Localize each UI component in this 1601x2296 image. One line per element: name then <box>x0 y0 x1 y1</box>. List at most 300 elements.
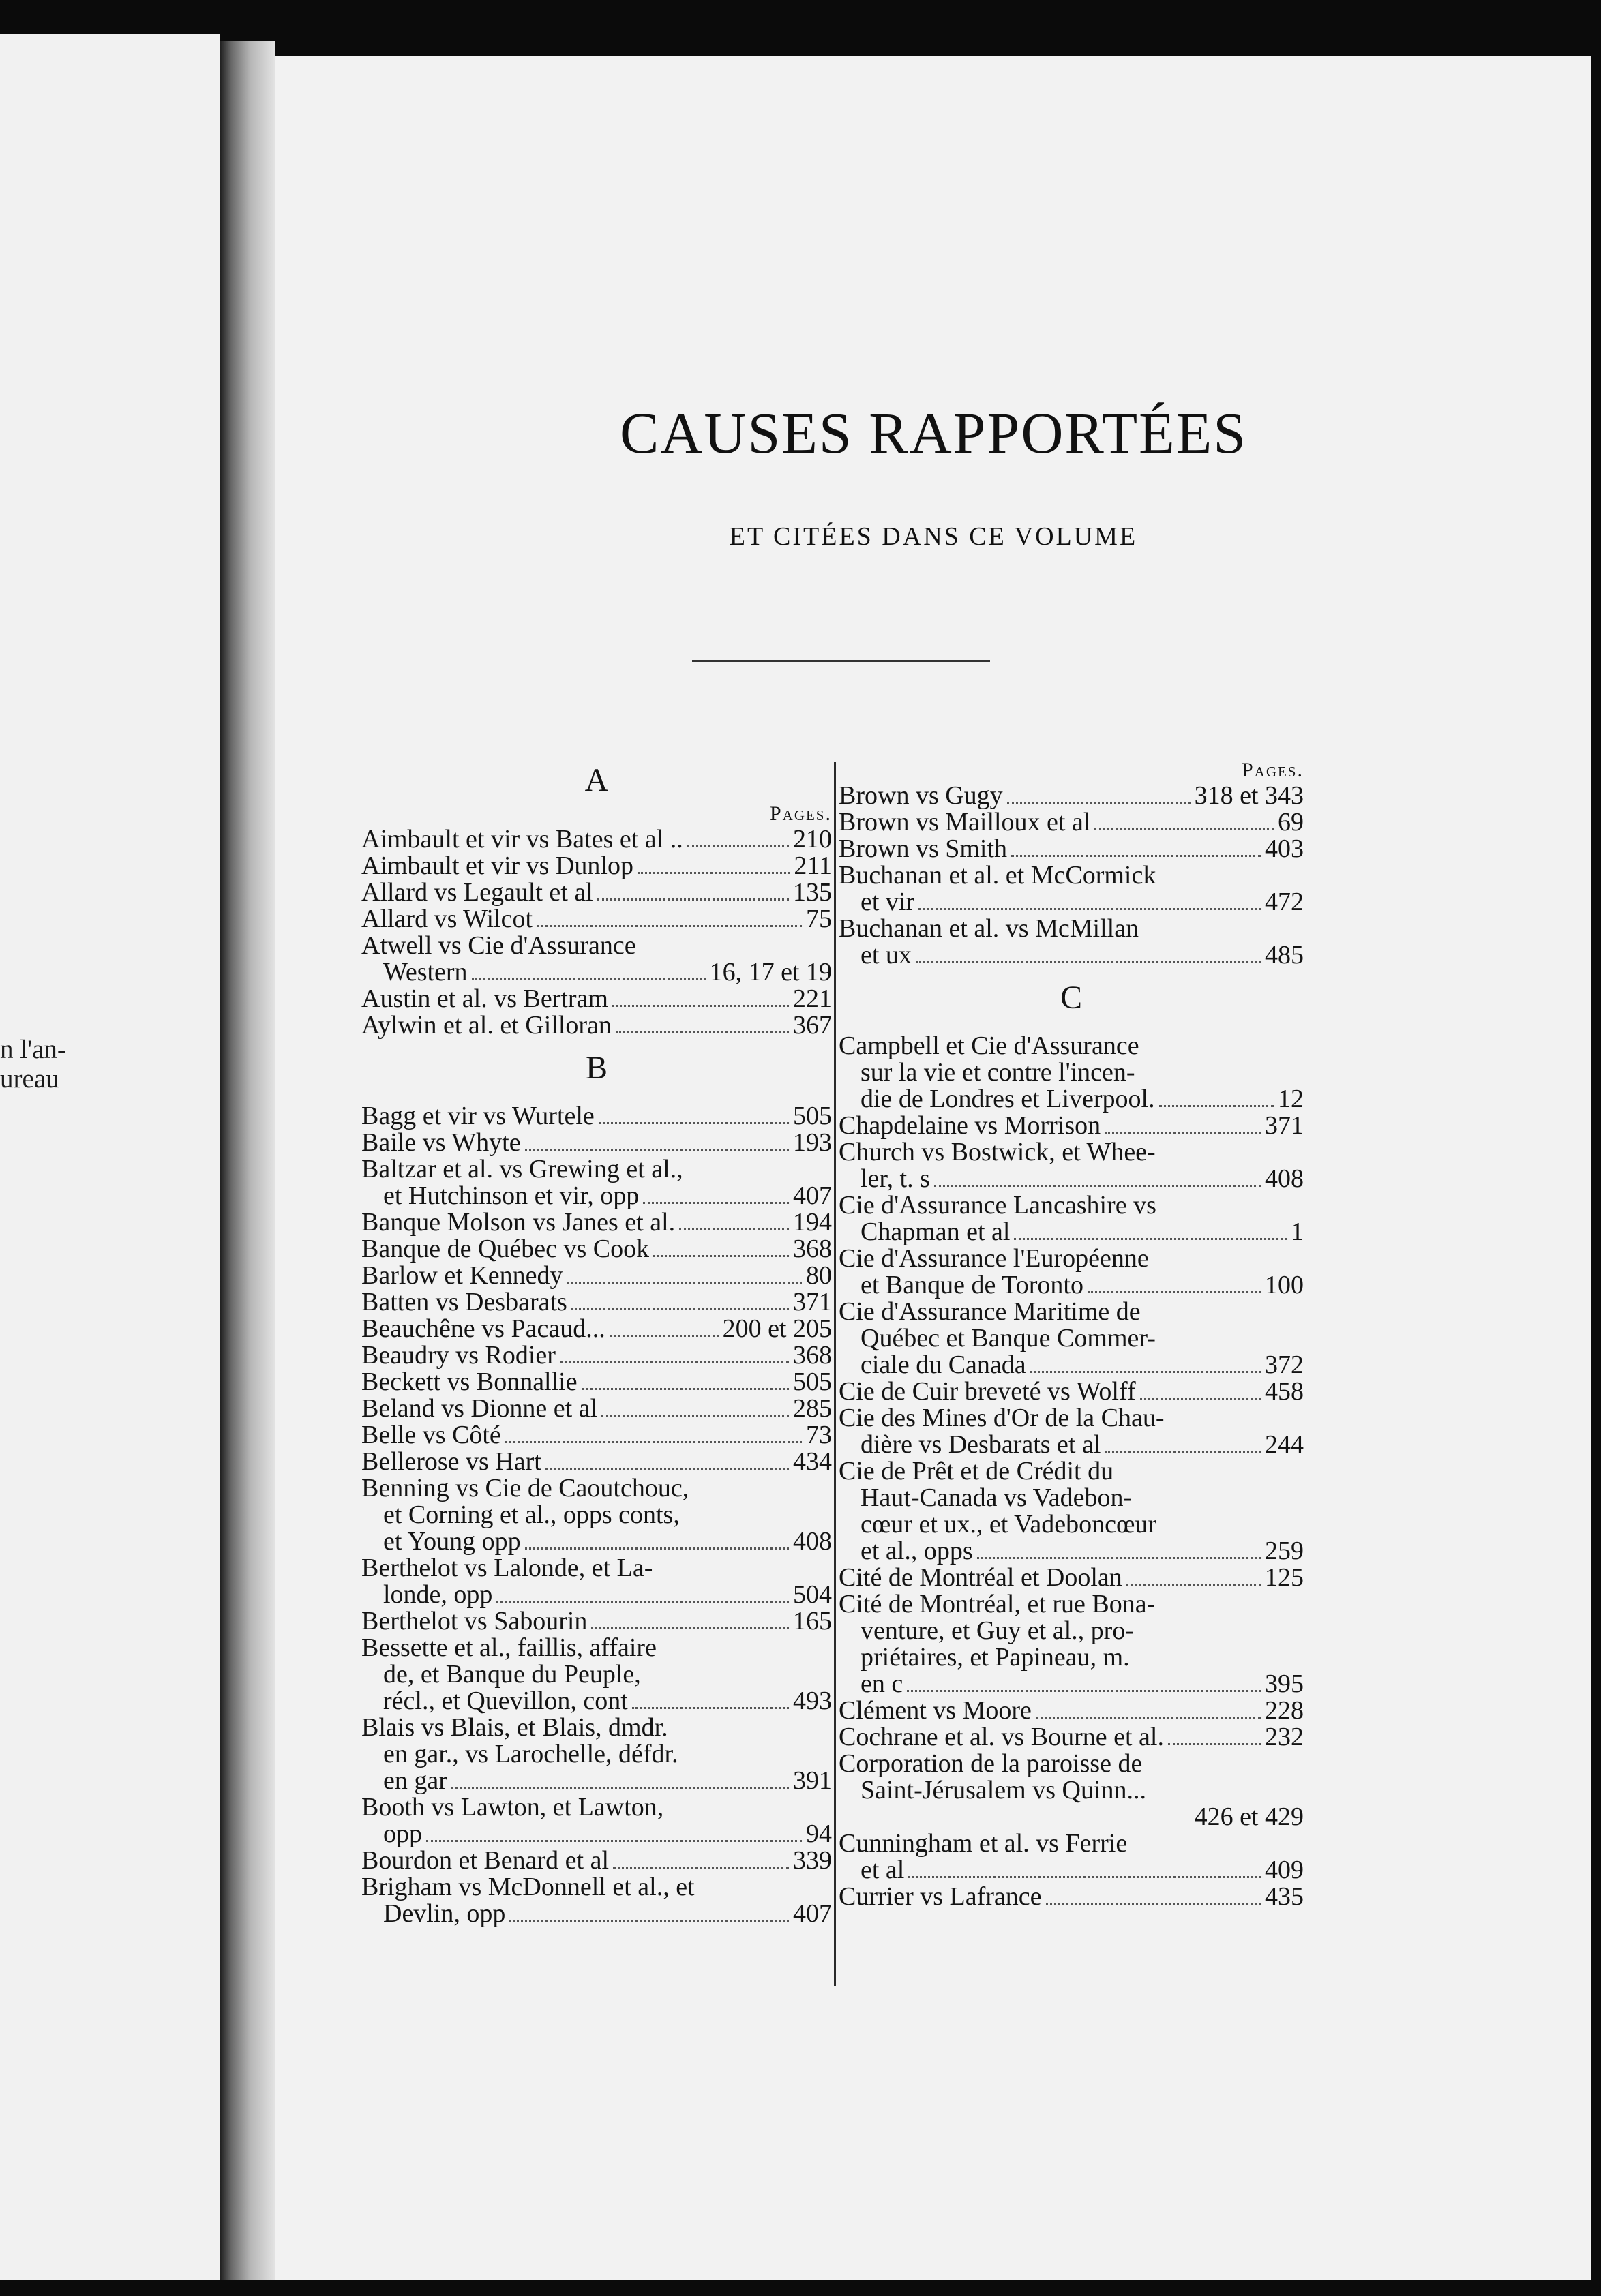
entry-page: 371 <box>1265 1111 1304 1140</box>
entry-page: 368 <box>793 1235 832 1263</box>
index-column-right <box>839 758 1304 1910</box>
entry-line <box>361 1768 832 1794</box>
entry-line <box>839 1458 1304 1485</box>
index-entry <box>839 1751 1304 1830</box>
entry-text: Brigham vs McDonnell et al., et <box>361 1874 695 1901</box>
entry-text: Church vs Bostwick, et Whee- <box>839 1139 1156 1166</box>
section-letter-c: C <box>1060 980 1082 1016</box>
entry-text: ciale du Canada <box>861 1352 1026 1378</box>
entry-text: Buchanan et al. et McCormick <box>839 862 1156 889</box>
entry-text: ler, t. s <box>861 1166 930 1192</box>
entry-page: 200 et 205 <box>722 1314 832 1343</box>
dot-leader <box>599 1122 789 1124</box>
dot-leader <box>509 1920 789 1922</box>
entry-text: en gar., vs Larochelle, défdr. <box>383 1741 678 1768</box>
entry-line <box>361 1449 832 1475</box>
entry-text: Haut-Canada vs Vadebon- <box>861 1485 1133 1511</box>
entry-text: Bourdon et Benard et al <box>361 1847 610 1874</box>
index-entry <box>839 1565 1304 1591</box>
entry-page: 12 <box>1278 1085 1304 1113</box>
entry-text: Aimbault et vir vs Dunlop <box>361 853 633 879</box>
entry-text: cœur et ux., et Vadeboncœur <box>861 1511 1157 1538</box>
dot-leader <box>643 1202 789 1204</box>
entry-page: 244 <box>1265 1430 1304 1459</box>
entry-text: die de Londres et Liverpool. <box>861 1086 1155 1113</box>
entry-page: 165 <box>793 1607 832 1635</box>
entry-text: Aylwin et al. et Gilloran <box>361 1012 612 1039</box>
entry-text: londe, opp <box>383 1582 493 1608</box>
entry-page: 434 <box>793 1447 832 1476</box>
index-entry <box>839 1113 1304 1139</box>
dot-leader <box>1046 1903 1261 1905</box>
entry-page: 407 <box>793 1899 832 1928</box>
dot-leader <box>918 908 1261 910</box>
entry-page: 73 <box>806 1421 832 1449</box>
entry-page: 408 <box>1265 1164 1304 1193</box>
entry-line <box>361 1263 832 1289</box>
index-entry <box>361 1475 832 1555</box>
index-entry <box>361 1263 832 1289</box>
entry-text: Chapdelaine vs Morrison <box>839 1113 1101 1139</box>
entry-line <box>839 1618 1304 1644</box>
entry-line <box>839 1325 1304 1352</box>
dot-leader <box>1011 855 1261 857</box>
section-letter-b: B <box>585 1050 608 1086</box>
entry-line <box>361 1528 832 1555</box>
entry-line <box>839 1591 1304 1618</box>
dot-leader <box>679 1228 789 1230</box>
entry-line <box>839 1352 1304 1378</box>
index-entry <box>361 1369 832 1395</box>
entry-text: Devlin, opp <box>383 1901 506 1927</box>
entry-text: Barlow et Kennedy <box>361 1263 563 1289</box>
entry-text: Aimbault et vir vs Bates et al .. <box>361 826 683 853</box>
entry-page: 100 <box>1265 1271 1304 1299</box>
entry-page: 194 <box>793 1208 832 1237</box>
index-entry <box>361 853 832 879</box>
entry-line <box>361 1555 832 1582</box>
entry-line <box>361 1741 832 1768</box>
index-entry <box>839 836 1304 862</box>
dot-leader <box>977 1557 1261 1559</box>
entry-line <box>839 1113 1304 1139</box>
index-entry <box>361 906 832 933</box>
dot-leader <box>525 1149 789 1151</box>
entry-line <box>361 1209 832 1236</box>
entry-line <box>361 1715 832 1741</box>
entry-text: Baltzar et al. vs Grewing et al., <box>361 1156 683 1183</box>
entry-line <box>361 1821 832 1847</box>
dot-leader <box>1168 1743 1261 1745</box>
entry-text: Benning vs Cie de Caoutchouc, <box>361 1475 689 1502</box>
entry-text: Buchanan et al. vs McMillan <box>839 916 1139 942</box>
entry-text: en c <box>861 1671 903 1697</box>
dot-leader <box>1030 1371 1261 1373</box>
entry-line <box>839 1245 1304 1272</box>
entry-text: Belle vs Côté <box>361 1422 501 1449</box>
entry-page: 435 <box>1265 1882 1304 1911</box>
entry-page: 504 <box>793 1580 832 1609</box>
entry-text: en gar <box>383 1768 447 1794</box>
section-c-entries <box>839 1033 1304 1910</box>
index-entry <box>361 1715 832 1794</box>
entry-line <box>839 1697 1304 1724</box>
index-entry <box>361 1130 832 1156</box>
entry-line <box>361 1156 832 1183</box>
entry-page: 285 <box>793 1394 832 1423</box>
entry-line <box>361 1103 832 1130</box>
entry-text: Booth vs Lawton, et Lawton, <box>361 1794 664 1821</box>
entry-text: et Banque de Toronto <box>861 1272 1083 1299</box>
index-entry <box>839 1458 1304 1565</box>
entry-line <box>839 942 1304 969</box>
dot-leader <box>525 1547 789 1550</box>
entry-page: 125 <box>1265 1563 1304 1592</box>
entry-line <box>361 1661 832 1688</box>
entry-line <box>839 1192 1304 1219</box>
entry-line <box>839 1059 1304 1086</box>
index-entry <box>361 1874 832 1927</box>
entry-text: Cie de Prêt et de Crédit du <box>839 1458 1114 1485</box>
entry-text: Blais vs Blais, et Blais, dmdr. <box>361 1715 668 1741</box>
entry-line <box>361 1502 832 1528</box>
entry-line <box>361 826 832 853</box>
entry-text: Western <box>383 959 468 986</box>
entry-page: 458 <box>1265 1377 1304 1406</box>
dot-leader <box>1014 1238 1287 1240</box>
entry-page: 372 <box>1265 1350 1304 1379</box>
index-entry <box>361 1847 832 1874</box>
entry-text: Corporation de la paroisse de <box>839 1751 1143 1777</box>
index-entry <box>839 1697 1304 1724</box>
entry-line <box>839 809 1304 836</box>
entry-page: 493 <box>793 1687 832 1715</box>
entry-text: Austin et al. vs Bertram <box>361 986 608 1012</box>
index-entry <box>839 1405 1304 1458</box>
index-entry <box>839 783 1304 809</box>
index-entry <box>361 879 832 906</box>
entry-text: et al <box>861 1857 905 1884</box>
entry-text: Clément vs Moore <box>839 1697 1032 1724</box>
entry-page: 485 <box>1265 941 1304 969</box>
entry-text: Baile vs Whyte <box>361 1130 521 1156</box>
entry-text: opp <box>383 1821 422 1847</box>
entry-text: Campbell et Cie d'Assurance <box>839 1033 1139 1059</box>
entry-line <box>839 1884 1304 1910</box>
index-entry <box>361 933 832 986</box>
dot-leader <box>616 1031 789 1033</box>
entry-line <box>361 1635 832 1661</box>
entry-page: 69 <box>1278 808 1304 836</box>
entry-line <box>839 1405 1304 1432</box>
dot-leader <box>1140 1398 1261 1400</box>
index-entry <box>361 1156 832 1209</box>
dot-leader <box>567 1282 802 1284</box>
section-b-cont-entries <box>839 783 1304 969</box>
entry-line <box>839 1139 1304 1166</box>
entry-text: Cochrane et al. vs Bourne et al. <box>839 1724 1164 1751</box>
index-entry <box>839 1591 1304 1697</box>
entry-text: et Young opp <box>383 1528 521 1555</box>
entry-line <box>361 959 832 986</box>
entry-text: et Hutchinson et vir, opp <box>383 1183 640 1209</box>
dot-leader <box>916 961 1261 963</box>
book-gutter <box>220 41 275 2280</box>
entry-text: de, et Banque du Peuple, <box>383 1661 641 1688</box>
entry-line <box>361 1130 832 1156</box>
dot-leader <box>597 898 789 901</box>
index-entry <box>839 1033 1304 1113</box>
entry-text: dière vs Desbarats et al <box>861 1432 1101 1458</box>
entry-line <box>361 1422 832 1449</box>
entry-text: Atwell vs Cie d'Assurance <box>361 933 636 959</box>
entry-line <box>361 986 832 1012</box>
dot-leader <box>505 1441 802 1443</box>
fragment-line: n l'an- <box>0 1035 66 1064</box>
entry-line <box>361 1475 832 1502</box>
entry-text: Cie de Cuir breveté vs Wolff <box>839 1378 1136 1405</box>
entry-text: Currier vs Lafrance <box>839 1884 1042 1910</box>
entry-line <box>839 1565 1304 1591</box>
left-page <box>0 34 220 2280</box>
dot-leader <box>601 1415 789 1417</box>
entry-line <box>839 1538 1304 1565</box>
entry-page: 367 <box>793 1011 832 1040</box>
title-rule <box>692 660 990 662</box>
entry-text: Allard vs Wilcot <box>361 906 533 933</box>
entry-line <box>361 1847 832 1874</box>
entry-text: sur la vie et contre l'incen- <box>861 1059 1135 1086</box>
entry-line <box>839 1378 1304 1405</box>
entry-line <box>361 1794 832 1821</box>
index-entry <box>839 1378 1304 1405</box>
entry-line <box>361 1395 832 1422</box>
pages-label: Pages. <box>769 802 832 825</box>
entry-line <box>361 1582 832 1608</box>
entry-line <box>839 783 1304 809</box>
entry-line <box>839 836 1304 862</box>
entry-page: 16, 17 et 19 <box>709 958 832 986</box>
entry-text: Chapman et al <box>861 1219 1011 1245</box>
dot-leader <box>687 845 789 847</box>
entry-line <box>361 906 832 933</box>
entry-text: Cie d'Assurance Maritime de <box>839 1299 1141 1325</box>
entry-page: 94 <box>806 1819 832 1848</box>
entry-text: récl., et Quevillon, cont <box>383 1688 628 1715</box>
entry-line <box>361 1369 832 1395</box>
entry-page: 193 <box>793 1128 832 1157</box>
entry-line <box>839 1830 1304 1857</box>
dot-leader <box>571 1308 789 1310</box>
index-entry <box>839 1884 1304 1910</box>
page-title: CAUSES RAPPORTÉES <box>619 400 1248 466</box>
entry-text: et al., opps <box>861 1538 973 1565</box>
entry-line <box>839 1086 1304 1113</box>
entry-text: Saint-Jérusalem vs Quinn... <box>861 1777 1147 1804</box>
entry-text: Bagg et vir vs Wurtele <box>361 1103 595 1130</box>
entry-line <box>361 853 832 879</box>
entry-page: 395 <box>1265 1670 1304 1698</box>
dot-leader <box>610 1335 719 1337</box>
entry-line <box>839 1857 1304 1884</box>
entry-page: 408 <box>793 1527 832 1556</box>
entry-page: 403 <box>1265 834 1304 863</box>
dot-leader <box>560 1361 789 1363</box>
entry-page: 371 <box>793 1288 832 1316</box>
entry-text: Banque de Québec vs Cook <box>361 1236 650 1263</box>
section-letter-a: A <box>584 762 609 798</box>
entry-text: Berthelot vs Lalonde, et La- <box>361 1555 653 1582</box>
entry-page: 80 <box>806 1261 832 1290</box>
index-entry <box>361 1012 832 1039</box>
dot-leader <box>591 1627 789 1629</box>
dot-leader <box>638 872 790 874</box>
dot-leader <box>1126 1584 1261 1586</box>
entry-page: 232 <box>1265 1723 1304 1751</box>
entry-text: Cité de Montréal, et rue Bona- <box>839 1591 1156 1618</box>
entry-page: 339 <box>793 1846 832 1875</box>
dot-leader <box>496 1601 789 1603</box>
entry-text: Beckett vs Bonnallie <box>361 1369 578 1395</box>
index-entry <box>839 1139 1304 1192</box>
entry-page: 505 <box>793 1102 832 1130</box>
entry-line <box>839 862 1304 889</box>
dot-leader <box>653 1255 789 1257</box>
dot-leader <box>545 1468 789 1470</box>
entry-page: 75 <box>806 905 832 933</box>
pages-label: Pages. <box>1241 759 1304 781</box>
dot-leader <box>632 1707 789 1709</box>
entry-text: Batten vs Desbarats <box>361 1289 567 1316</box>
dot-leader <box>1036 1717 1261 1719</box>
dot-leader <box>1094 828 1274 830</box>
index-entry <box>361 986 832 1012</box>
page-subtitle: ET CITÉES DANS CE VOLUME <box>729 522 1138 551</box>
dot-leader <box>1159 1105 1274 1107</box>
entry-page: 505 <box>793 1368 832 1396</box>
index-entry <box>361 1316 832 1342</box>
entry-text: venture, et Guy et al., pro- <box>861 1618 1134 1644</box>
index-entry <box>361 1342 832 1369</box>
dot-leader <box>1007 802 1191 804</box>
entry-line <box>839 1485 1304 1511</box>
entry-line <box>361 1608 832 1635</box>
left-page-fragment <box>0 1035 82 1093</box>
index-entry <box>361 1289 832 1316</box>
index-column-left <box>361 757 832 1927</box>
entry-line <box>839 1751 1304 1777</box>
entry-page: 407 <box>793 1181 832 1210</box>
entry-line <box>839 889 1304 916</box>
entry-page: 228 <box>1265 1696 1304 1725</box>
dot-leader <box>613 1867 789 1869</box>
entry-text: Cité de Montréal et Doolan <box>839 1565 1122 1591</box>
entry-line <box>839 1724 1304 1751</box>
entry-page: 409 <box>1265 1856 1304 1884</box>
entry-text: Bessette et al., faillis, affaire <box>361 1635 657 1661</box>
entry-line <box>839 1272 1304 1299</box>
entry-text: Cie des Mines d'Or de la Chau- <box>839 1405 1165 1432</box>
entry-page: 426 et 429 <box>1194 1802 1304 1831</box>
entry-text: Beauchêne vs Pacaud... <box>361 1316 605 1342</box>
entry-page: 391 <box>793 1766 832 1795</box>
entry-line <box>361 1289 832 1316</box>
entry-line <box>839 1671 1304 1697</box>
entry-line <box>839 1804 1304 1830</box>
index-entry <box>361 1608 832 1635</box>
index-entry <box>361 1555 832 1608</box>
entry-page: 1 <box>1291 1218 1304 1246</box>
dot-leader <box>1088 1291 1261 1293</box>
dot-leader <box>1105 1132 1261 1134</box>
entry-line <box>361 1012 832 1039</box>
index-entry <box>839 1724 1304 1751</box>
entry-text: Beland vs Dionne et al <box>361 1395 598 1422</box>
index-entry <box>361 826 832 853</box>
entry-page: 318 et 343 <box>1194 781 1304 810</box>
index-entry <box>361 1209 832 1236</box>
entry-page: 210 <box>793 825 832 854</box>
entry-line <box>361 1342 832 1369</box>
entry-line <box>839 1432 1304 1458</box>
dot-leader <box>907 1690 1261 1692</box>
entry-text: Cunningham et al. vs Ferrie <box>839 1830 1128 1857</box>
index-entry <box>361 1422 832 1449</box>
entry-page: 472 <box>1265 888 1304 916</box>
index-entry <box>839 809 1304 836</box>
dot-leader <box>472 978 706 980</box>
index-entry <box>839 916 1304 969</box>
fragment-line: ureau <box>0 1064 59 1093</box>
entry-line <box>361 1183 832 1209</box>
entry-page: 221 <box>793 984 832 1013</box>
entry-text: Québec et Banque Commer- <box>861 1325 1156 1352</box>
entry-text: Brown vs Smith <box>839 836 1008 862</box>
entry-page: 211 <box>794 851 832 880</box>
dot-leader <box>934 1185 1261 1187</box>
index-entry <box>839 1830 1304 1884</box>
dot-leader <box>1105 1451 1261 1453</box>
section-b-entries <box>361 1103 832 1927</box>
entry-page: 259 <box>1265 1537 1304 1565</box>
entry-line <box>839 1166 1304 1192</box>
entry-text: et ux <box>861 942 912 969</box>
dot-leader <box>612 1005 789 1007</box>
entry-line <box>839 1299 1304 1325</box>
dot-leader <box>451 1787 789 1789</box>
entry-line <box>361 1874 832 1901</box>
entry-text: Bellerose vs Hart <box>361 1449 541 1475</box>
index-entry <box>361 1236 832 1263</box>
index-entry <box>839 1245 1304 1299</box>
entry-text: et vir <box>861 889 915 916</box>
entry-line <box>361 933 832 959</box>
entry-line <box>839 1644 1304 1671</box>
entry-text: Brown vs Mailloux et al <box>839 809 1091 836</box>
entry-line <box>839 1033 1304 1059</box>
entry-line <box>361 1901 832 1927</box>
column-divider <box>834 762 836 1986</box>
index-entry <box>361 1794 832 1847</box>
entry-text: Banque Molson vs Janes et al. <box>361 1209 676 1236</box>
dot-leader <box>537 925 802 927</box>
entry-page: 368 <box>793 1341 832 1370</box>
entry-line <box>839 1777 1304 1804</box>
index-entry <box>361 1449 832 1475</box>
entry-line <box>839 1511 1304 1538</box>
dot-leader <box>908 1876 1261 1878</box>
entry-line <box>361 1316 832 1342</box>
